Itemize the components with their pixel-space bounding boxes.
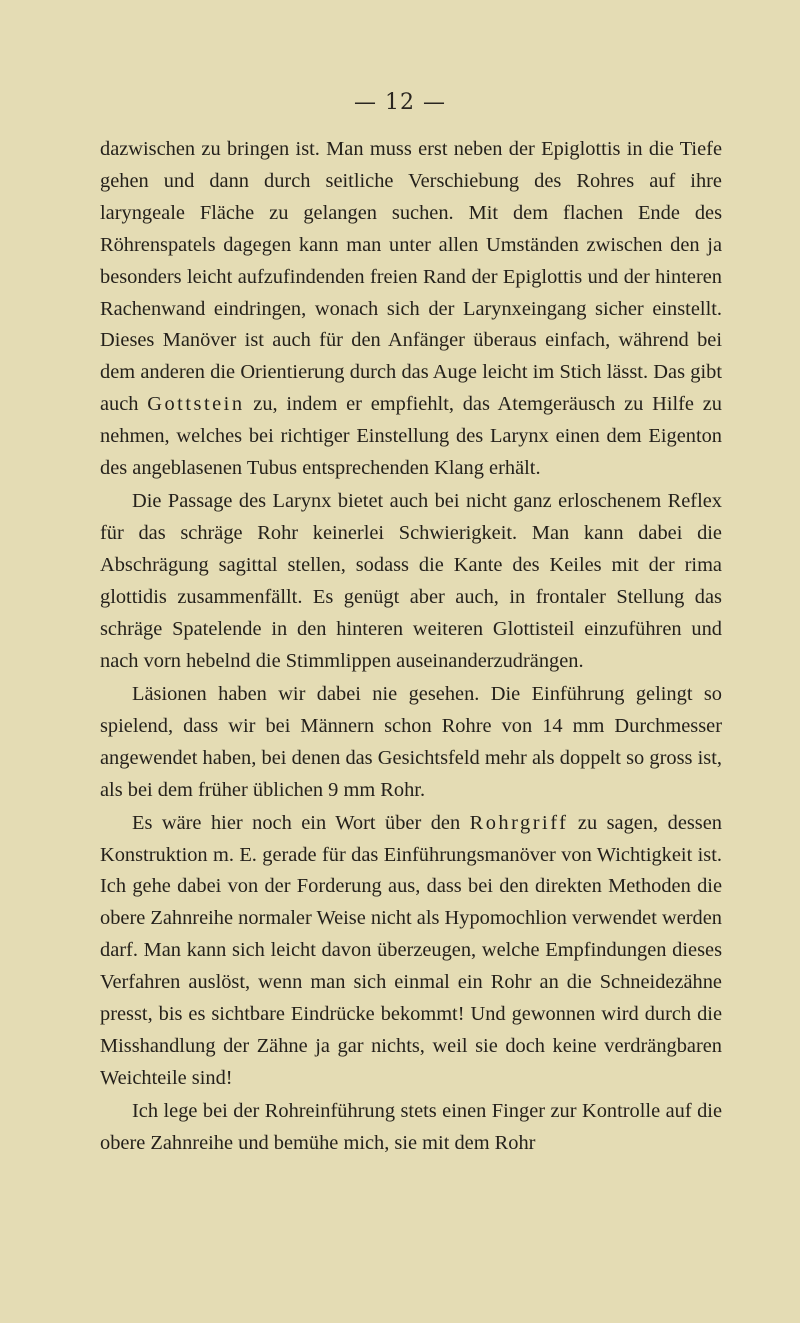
text-segment: dazwischen zu bringen ist. Man muss erst neben der Epiglottis in die Tiefe gehen und dann durch seitliche Verschiebung des Rohres auf ihre laryngeale Fläche zu gelangen suchen. Mit dem flachen Ende des Röhrenspatels dagegen kann man unter allen Umständen zwischen den ja besonders leicht aufzufindenden freien Rand der Epiglottis und der hinteren Rachenwand eindringen, wonach sich der Larynxeingang sicher einstellt. Dieses Manöver ist auch für den Anfänger überaus einfach, während bei dem anderen die Orientierung durch das Auge leicht im Stich lässt. Das gibt auch xyxy=(100,138,722,416)
text-segment: Läsionen haben wir dabei nie gesehen. Die Einführung gelingt so spielend, dass wir bei Männern schon Rohre von 14 mm Durchmesser angewendet haben, bei denen das Gesichtsfeld mehr als doppelt so gross ist, als bei dem früher üblichen 9 mm Rohr. xyxy=(100,682,722,801)
text-segment: Die Passage des Larynx bietet auch bei nicht ganz erloschenem Reflex für das schräge Rohr keinerlei Schwierigkeit. Man kann dabei die Abschrägung sagittal stellen, sodass die Kante des Keiles mit der rima glottidis zusammenfällt. Es genügt aber auch, in frontaler Stellung das schräge Spatelende in den hinteren weiteren Glottisteil einzuführen und nach vorn hebelnd die Stimmlippen auseinanderzudrängen. xyxy=(100,490,722,672)
text-segment: zu sagen, dessen Konstruktion m. E. gerade für das Einführungsmanöver von Wichtigkeit ist. Ich gehe dabei von der Forderung aus, dass bei den direkten Methoden die obere Zahnreihe normaler Weise nicht als Hypomochlion verwendet werden darf. Man kann sich leicht davon überzeugen, welche Empfindungen dieses Verfahren auslöst, wenn man sich einmal ein Rohr an die Schneidezähne presst, bis es sichtbare Eindrücke bekommt! Und gewonnen wird durch die Misshandlung der Zähne ja gar nichts, weil sie doch keine verdrängbaren Weichteile sind! xyxy=(100,811,722,1089)
paragraph xyxy=(100,679,722,807)
paragraph xyxy=(100,808,722,1095)
paragraph xyxy=(100,1096,722,1160)
text-segment: Es wäre hier noch ein Wort über den xyxy=(132,811,470,834)
text-segment: Ich lege bei der Rohreinführung stets einen Finger zur Kontrolle auf die obere Zahnreihe und bemühe mich, sie mit dem Rohr xyxy=(100,1099,722,1154)
text-body xyxy=(100,134,722,1161)
spaced-name: Rohrgriff xyxy=(469,811,569,834)
paragraph xyxy=(100,134,722,485)
page-number: — 12 — xyxy=(354,90,446,115)
spaced-name: Gottstein xyxy=(147,393,245,416)
paragraph xyxy=(100,486,722,677)
text-segment: zu, indem er empfiehlt, das Atemgeräusch zu Hilfe zu nehmen, welches bei richtiger Einstellung des Larynx einen dem Eigenton des angeblasenen Tubus entsprechenden Klang erhält. xyxy=(100,393,722,480)
